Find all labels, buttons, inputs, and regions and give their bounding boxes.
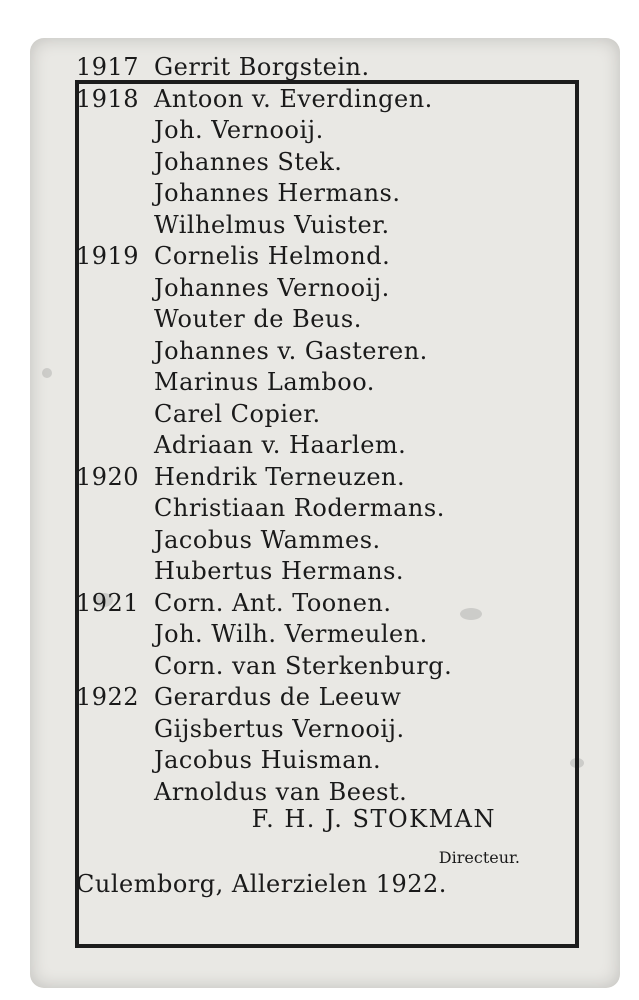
entry-year: 1922 — [76, 683, 140, 711]
entry-year — [76, 493, 154, 525]
stain — [42, 368, 52, 378]
entry-row — [76, 556, 556, 588]
entry-name: Jacobus Huisman. — [154, 746, 382, 774]
entry-row — [76, 430, 556, 462]
entry-year — [76, 619, 154, 651]
entry-row — [76, 777, 556, 809]
entry-row — [76, 178, 556, 210]
entry-name: Christiaan Rodermans. — [154, 494, 445, 522]
signature-role: Directeur. — [438, 848, 520, 867]
entry-row — [76, 745, 556, 777]
entry-name: Gerrit Borgstein. — [154, 53, 370, 81]
entry-name: Johannes v. Gasteren. — [154, 336, 428, 365]
entry-row — [76, 336, 556, 368]
entry-name: Wilhelmus Vuister. — [154, 210, 390, 239]
entry-row — [76, 714, 556, 746]
place-date: Culemborg, Allerzielen 1922. — [76, 870, 447, 898]
entry-row — [76, 367, 556, 399]
entry-year — [76, 147, 154, 179]
entry-year: 1918 — [76, 84, 140, 113]
entry-name: Jacobus Wammes. — [154, 525, 381, 554]
entry-row — [76, 462, 556, 494]
entry-year: 1917 — [76, 53, 140, 81]
entry-year — [76, 556, 154, 588]
entry-row — [76, 682, 556, 714]
entry-row — [76, 651, 556, 683]
signature-name: F. H. J. STOKMAN — [251, 805, 496, 833]
entry-year — [76, 525, 154, 557]
entry-year — [76, 367, 154, 399]
entry-year — [76, 273, 154, 305]
entry-row — [76, 273, 556, 305]
entry-row — [76, 588, 556, 620]
entry-row — [76, 115, 556, 147]
entry-name: Joh. Wilh. Vermeulen. — [154, 620, 428, 648]
names-list — [76, 52, 556, 808]
entry-row — [76, 304, 556, 336]
entry-row — [76, 525, 556, 557]
entry-year — [76, 430, 154, 462]
entry-row — [76, 52, 556, 84]
entry-name: Johannes Hermans. — [154, 179, 401, 207]
entry-row — [76, 84, 556, 116]
entry-name: Arnoldus van Beest. — [154, 777, 408, 806]
entry-year — [76, 210, 154, 242]
entry-name: Johannes Stek. — [154, 147, 343, 176]
entry-name: Gijsbertus Vernooij. — [154, 714, 405, 743]
entry-row — [76, 399, 556, 431]
entry-year — [76, 336, 154, 368]
entry-year — [76, 178, 154, 210]
entry-year — [76, 777, 154, 809]
entry-year — [76, 115, 154, 147]
entry-name: Corn. Ant. Toonen. — [154, 588, 392, 617]
entry-row — [76, 619, 556, 651]
entry-name: Joh. Vernooij. — [154, 116, 324, 144]
entry-year: 1919 — [76, 242, 140, 270]
entry-year — [76, 651, 154, 683]
entry-year — [76, 399, 154, 431]
entry-year — [76, 745, 154, 777]
entry-row — [76, 493, 556, 525]
entry-year — [76, 304, 154, 336]
entry-name: Adriaan v. Haarlem. — [154, 431, 407, 459]
entry-name: Carel Copier. — [154, 399, 321, 428]
entry-name: Johannes Vernooij. — [154, 273, 390, 302]
entry-row — [76, 210, 556, 242]
entry-name: Cornelis Helmond. — [154, 242, 391, 270]
entry-name: Wouter de Beus. — [154, 305, 362, 333]
entry-row — [76, 241, 556, 273]
entry-year: 1921 — [76, 588, 140, 617]
entry-name: Hendrik Terneuzen. — [154, 462, 406, 491]
entry-name: Marinus Lamboo. — [154, 368, 375, 396]
entry-name: Corn. van Sterkenburg. — [154, 651, 453, 680]
entry-year: 1920 — [76, 462, 140, 491]
entry-row — [76, 147, 556, 179]
entry-name: Gerardus de Leeuw — [154, 683, 402, 711]
entry-name: Antoon v. Everdingen. — [154, 84, 433, 113]
entry-year — [76, 714, 154, 746]
entry-name: Hubertus Hermans. — [154, 557, 405, 585]
